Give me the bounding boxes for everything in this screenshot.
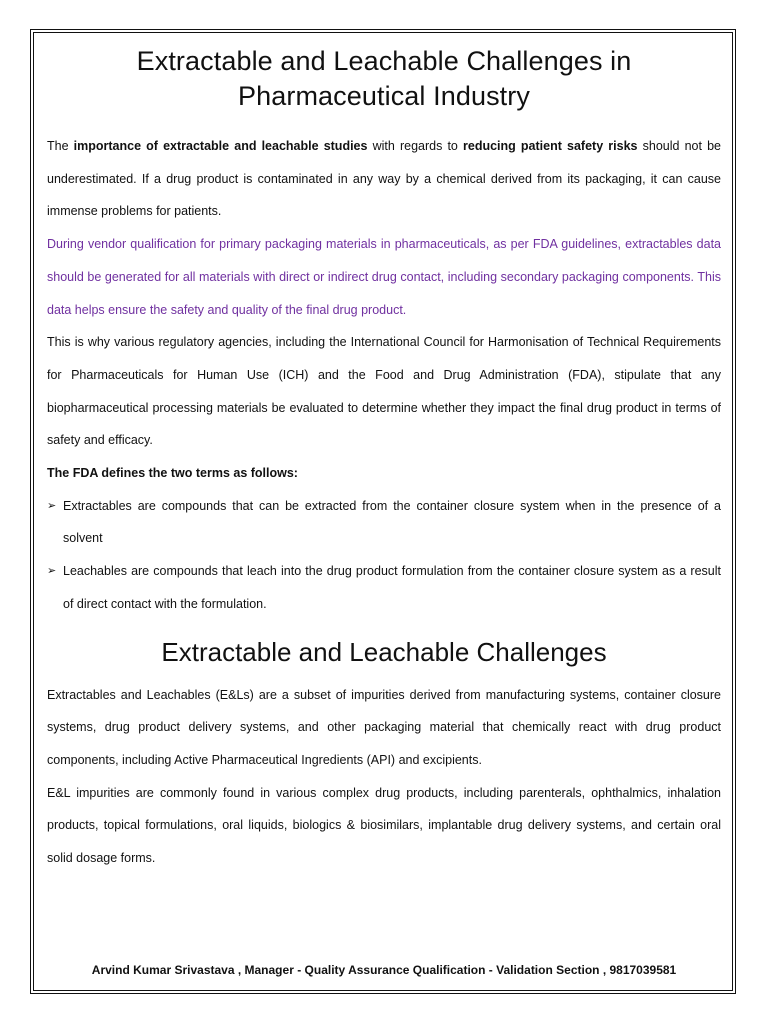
vendor-qualification-paragraph: During vendor qualification for primary packaging materials in pharmaceuticals, as per FDA guidelines, extractables data should be generated for all materials with direct or indirect drug contact, including secondary packaging components. This data helps ensure the safety and quality of the final drug product. — [47, 237, 721, 317]
document-body — [47, 44, 721, 875]
intro-text-1: The — [47, 139, 74, 153]
intro-paragraph — [47, 130, 721, 228]
regulatory-paragraph: This is why various regulatory agencies, including the International Council for Harmonisation of Technical Requirements for Pharmaceuticals for Human Use (ICH) and the Food and Drug Administration (FDA), stipulate that any biopharmaceutical processing materials be evaluated to determine whether they impact the final drug product in terms of safety and efficacy. — [47, 335, 721, 448]
intro-bold-2: reducing patient safety risks — [463, 139, 638, 153]
list-item-leachables — [47, 555, 721, 620]
document-title: Extractable and Leachable Challenges in Pharmaceutical Industry — [136, 46, 632, 111]
arrow-bullet-icon: ➢ — [47, 565, 57, 578]
section-paragraph: Extractables and Leachables (E&Ls) are a subset of impurities derived from manufacturing systems, container closure systems, drug product delivery systems, and other packaging material that chemically react with drug product components, including Active Pharmaceutical Ingredients (API) and excipients. — [47, 687, 721, 767]
section-paragraph: E&L impurities are commonly found in various complex drug products, including parenterals, ophthalmics, inhalation products, topical formulations, oral liquids, biologics & biosimilars, implantable drug delivery systems, and certain oral solid dosage forms. — [47, 785, 721, 866]
intro-bold-1: importance of extractable and leachable studies — [73, 139, 368, 153]
definitions-list — [47, 490, 721, 621]
list-item-text: Leachables are compounds that leach into the drug product formulation from the container closure system as a result of direct contact with the formulation. — [63, 564, 721, 611]
section-title: Extractable and Leachable Challenges — [161, 636, 607, 667]
fda-definitions-heading: The FDA defines the two terms as follows: — [47, 466, 298, 481]
arrow-bullet-icon: ➢ — [47, 499, 57, 512]
intro-text-2: with regards to — [367, 139, 464, 153]
list-item-extractables — [47, 490, 721, 555]
author-footer: Arvind Kumar Srivastava , Manager - Quality Assurance Qualification - Validation Section , 9817039581 — [91, 963, 677, 977]
list-item-text: Extractables are compounds that can be extracted from the container closure system when in the presence of a solvent — [63, 498, 721, 546]
intro-text-3: should not be underestimated. If a drug product is contaminated in any way by a chemical derived from its packaging, it can cause immense problems for patients. — [47, 139, 721, 219]
